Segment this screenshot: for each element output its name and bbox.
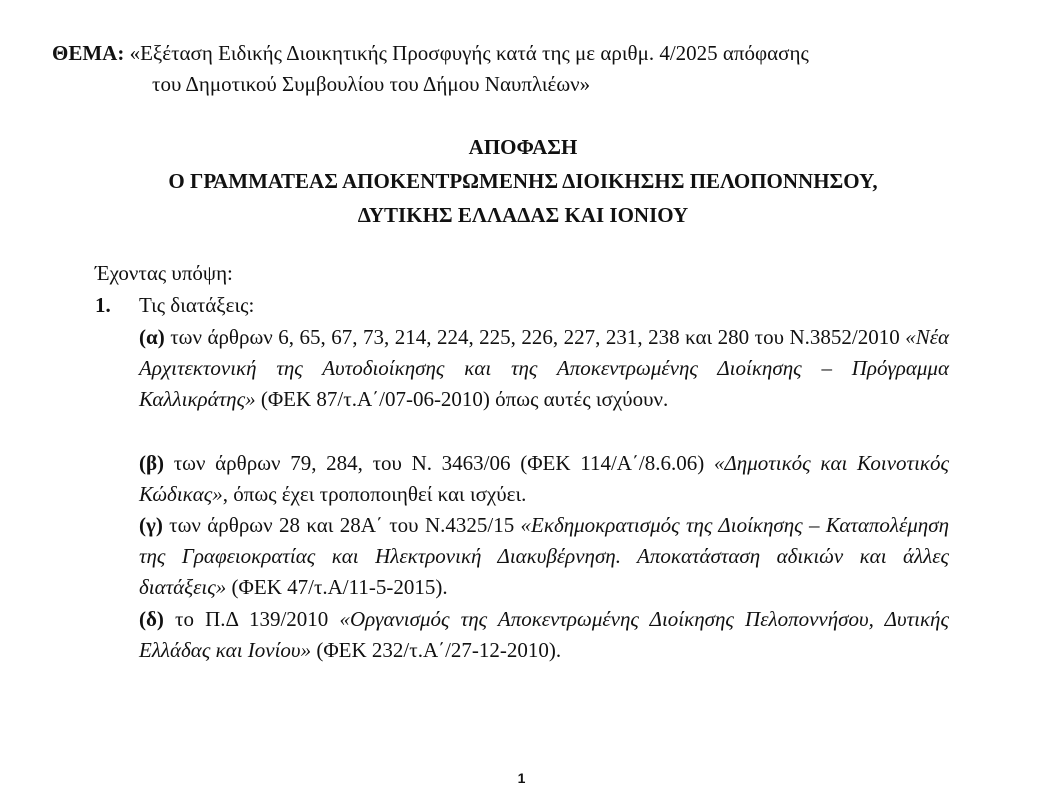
- subject-line-1: [52, 38, 1012, 69]
- provision-c-suffix: (ΦΕΚ 47/τ.Α/11-5-2015).: [226, 575, 448, 599]
- provision-d: [139, 604, 949, 666]
- provision-a-title: «Νέα Αρχιτεκτονική της Αυτοδιοίκησης και της Αποκεντρωμένης Διοίκησης – Πρόγραμμα Καλλικράτης»: [139, 325, 949, 411]
- authority-line-2: ΔΥΤΙΚΗΣ ΕΛΛΑΔΑΣ ΚΑΙ ΙΟΝΙΟΥ: [357, 203, 689, 227]
- authority-line-1: Ο ΓΡΑΜΜΑΤΕΑΣ ΑΠΟΚΕΝΤΡΩΜΕΝΗΣ ΔΙΟΙΚΗΣΗΣ ΠΕΛΟΠΟΝΝΗΣΟΥ,: [168, 169, 878, 193]
- provision-c-text: των άρθρων 28 και 28Α΄ του Ν.4325/15: [162, 513, 521, 537]
- subject-text-2: του Δημοτικού Συμβουλίου του Δήμου Ναυπλιέων»: [152, 72, 591, 96]
- provision-c: [139, 510, 949, 603]
- considering-heading: Έχοντας υπόψη:: [95, 261, 233, 285]
- subject-label: ΘΕΜΑ:: [52, 41, 125, 65]
- provision-b-label: (β): [139, 451, 165, 475]
- provision-b-suffix: , όπως έχει τροποποιηθεί και ισχύει.: [222, 482, 527, 506]
- subject-block: [52, 38, 1012, 100]
- provision-d-label: (δ): [139, 607, 164, 631]
- page-number: 1: [517, 770, 526, 786]
- provision-a-suffix: (ΦΕΚ 87/τ.Α΄/07-06-2010) όπως αυτές ισχύουν.: [255, 387, 669, 411]
- item-number: 1.: [95, 293, 111, 317]
- provision-c-title: «Εκδημοκρατισμός της Διοίκησης – Καταπολέμηση της Γραφειοκρατίας και Ηλεκτρονική Διακυβέρνηση. Αποκατάσταση αδικιών και άλλες διατάξεις»: [139, 513, 949, 599]
- provision-b-title: «Δημοτικός και Κοινοτικός Κώδικας»: [139, 451, 949, 506]
- provision-a-text: των άρθρων 6, 65, 67, 73, 214, 224, 225, 226, 227, 231, 238 και 280 του Ν.3852/2010: [164, 325, 906, 349]
- provision-a: [139, 322, 949, 415]
- decision-header: [40, 130, 1006, 232]
- provision-c-label: (γ): [139, 513, 163, 537]
- decision-title: ΑΠΟΦΑΣΗ: [468, 135, 578, 159]
- subject-text-1: «Εξέταση Ειδικής Διοικητικής Προσφυγής κατά της με αριθμ. 4/2025 απόφασης: [129, 41, 809, 65]
- provision-d-text: το Π.Δ 139/2010: [163, 607, 340, 631]
- provision-b: [139, 448, 949, 510]
- provision-d-suffix: (ΦΕΚ 232/τ.Α΄/27-12-2010).: [311, 638, 562, 662]
- provision-d-title: «Οργανισμός της Αποκεντρωμένης Διοίκησης Πελοποννήσου, Δυτικής Ελλάδας και Ιονίου»: [139, 607, 949, 662]
- provision-b-text: των άρθρων 79, 284, του Ν. 3463/06 (ΦΕΚ 114/Α΄/8.6.06): [164, 451, 714, 475]
- provision-a-label: (α): [139, 325, 165, 349]
- item-lead: Τις διατάξεις:: [139, 293, 255, 317]
